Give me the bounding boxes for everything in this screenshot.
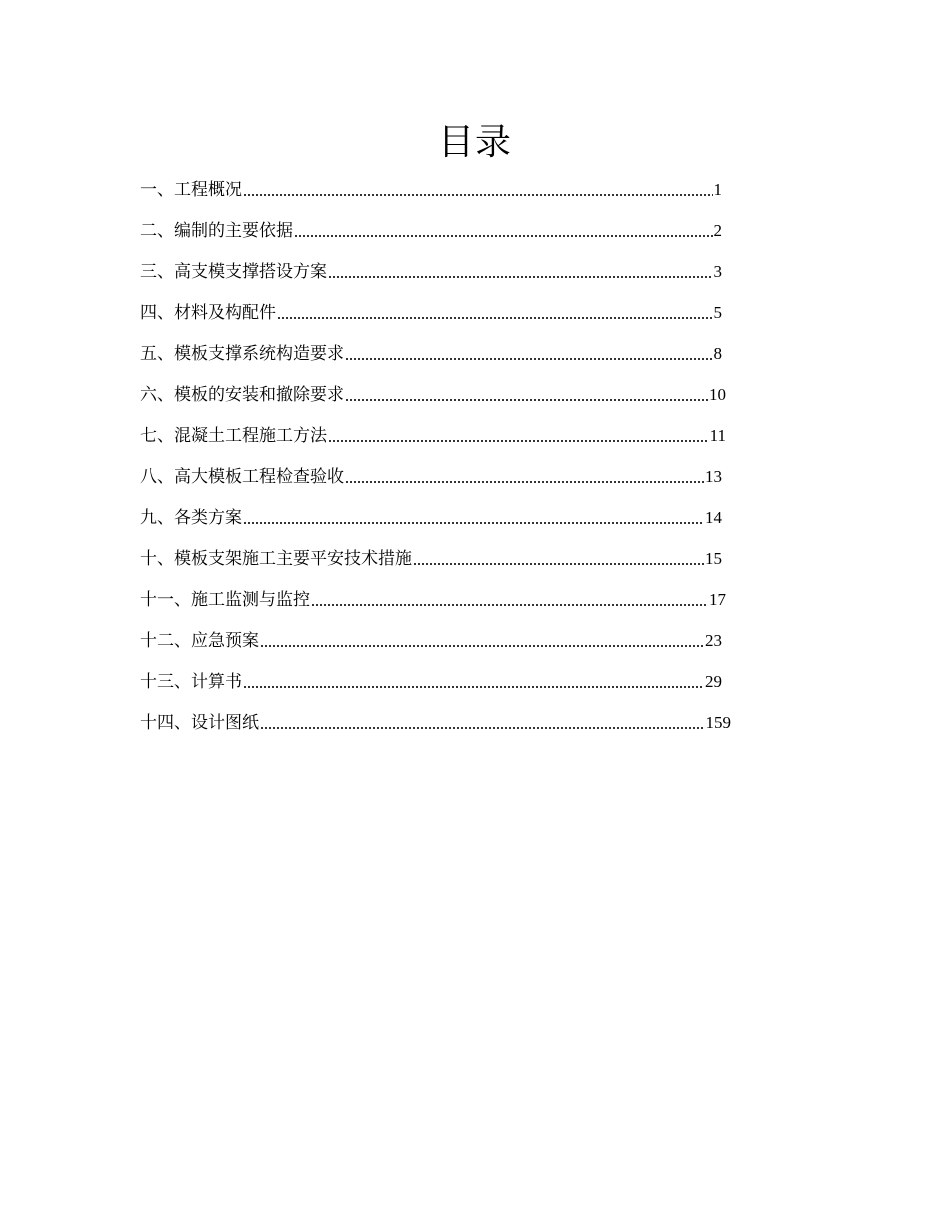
toc-dot-leader <box>294 235 713 237</box>
toc-dot-leader <box>413 563 704 565</box>
toc-dot-leader <box>243 194 713 196</box>
toc-entry-page: 11 <box>709 426 726 445</box>
toc-entry-page: 3 <box>713 262 722 281</box>
toc-dot-leader <box>243 522 704 524</box>
toc-entry-6[interactable] <box>140 377 726 407</box>
toc-entry-9[interactable] <box>140 500 722 530</box>
toc-entry-4[interactable] <box>140 295 722 325</box>
toc-entry-label: 一、工程概况 <box>140 180 242 200</box>
toc-dot-leader <box>243 686 704 688</box>
toc-entry-label: 十、模板支架施工主要平安技术措施 <box>140 549 412 569</box>
toc-entry-page: 5 <box>713 303 722 322</box>
toc-entry-page: 15 <box>705 549 722 568</box>
toc-entry-label: 二、编制的主要依据 <box>140 221 293 241</box>
toc-entry-page: 10 <box>709 385 726 404</box>
toc-dot-leader <box>328 440 709 442</box>
toc-entry-page: 13 <box>705 467 722 486</box>
toc-entry-label: 六、模板的安装和撤除要求 <box>140 385 344 405</box>
toc-entry-label: 十三、计算书 <box>140 672 242 692</box>
toc-entry-13[interactable] <box>140 664 722 694</box>
toc-entry-5[interactable] <box>140 336 722 366</box>
toc-entry-label: 五、模板支撑系统构造要求 <box>140 344 344 364</box>
toc-dot-leader <box>345 399 708 401</box>
toc-entry-2[interactable] <box>140 213 722 243</box>
toc-dot-leader <box>260 645 704 647</box>
toc-entry-label: 八、高大模板工程检查验收 <box>140 467 344 487</box>
toc-entry-page: 14 <box>705 508 722 527</box>
toc-entry-page: 2 <box>713 221 722 240</box>
toc-entry-page: 8 <box>713 344 722 363</box>
toc-entry-label: 三、高支模支撑搭设方案 <box>140 262 327 282</box>
toc-entry-label: 四、材料及构配件 <box>140 303 276 323</box>
toc-entry-page: 1 <box>713 180 722 199</box>
toc-entry-label: 十一、施工监测与监控 <box>140 590 310 610</box>
toc-dot-leader <box>277 317 713 319</box>
toc-entry-14[interactable] <box>140 705 731 735</box>
toc-dot-leader <box>328 276 713 278</box>
toc-dot-leader <box>260 727 705 729</box>
toc-entry-7[interactable] <box>140 418 726 448</box>
toc-entry-8[interactable] <box>140 459 722 489</box>
toc-entry-page: 17 <box>709 590 726 609</box>
toc-entry-page: 159 <box>705 713 731 732</box>
toc-entry-3[interactable] <box>140 254 722 284</box>
toc-entry-label: 九、各类方案 <box>140 508 242 528</box>
toc-entry-11[interactable] <box>140 582 726 612</box>
toc-entry-10[interactable] <box>140 541 722 571</box>
toc-entry-12[interactable] <box>140 623 722 653</box>
toc-dot-leader <box>345 358 713 360</box>
toc-entry-1[interactable] <box>140 172 722 202</box>
toc-dot-leader <box>311 604 708 606</box>
toc-entry-page: 29 <box>705 672 722 691</box>
toc-entry-page: 23 <box>705 631 722 650</box>
toc-entry-label: 十四、设计图纸 <box>140 713 259 733</box>
toc-entry-label: 十二、应急预案 <box>140 631 259 651</box>
toc-title: 目录 <box>437 122 512 163</box>
toc-entry-label: 七、混凝土工程施工方法 <box>140 426 327 446</box>
toc-dot-leader <box>345 481 704 483</box>
